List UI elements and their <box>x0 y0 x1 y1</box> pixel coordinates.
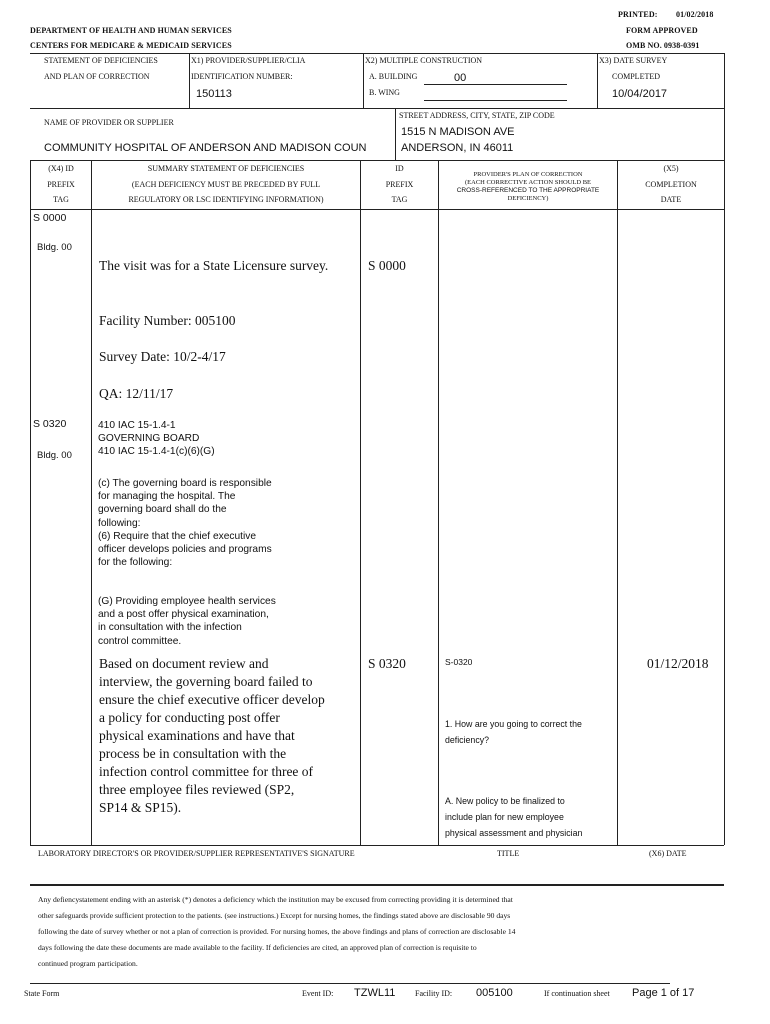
plan-question <box>445 716 615 748</box>
date-survey-value: 10/04/2017 <box>612 88 668 100</box>
col-completion-1: (X5) <box>663 164 679 173</box>
col-summary-3: REGULATORY OR LSC IDENTIFYING INFORMATION) <box>128 195 324 204</box>
city-state-zip: ANDERSON, IN 46011 <box>401 142 514 154</box>
finding-line: three employee files reviewed (SP2, <box>99 782 295 797</box>
col-completion-3: DATE <box>660 195 682 204</box>
event-id-value: TZWL11 <box>354 987 396 999</box>
state-form-label: State Form <box>24 989 60 998</box>
finding-line: physical examinations and have that <box>99 728 295 743</box>
rule <box>30 108 724 109</box>
note-line: Any defiencystatement ending with an asterisk (*) denotes a deficiency which the institution may be excused from correcting providing it is determined that <box>38 895 513 904</box>
building-value: 00 <box>454 72 467 84</box>
gb-line: governing board shall do the <box>98 504 227 516</box>
finding-line: Based on document review and <box>99 656 269 671</box>
regulation-line1: 410 IAC 15-1.4-1 <box>98 420 176 431</box>
omb-number: OMB NO. 0938-0391 <box>626 41 700 50</box>
event-id-label: Event ID: <box>302 989 334 998</box>
gb-line: for managing the hospital. The <box>98 491 236 503</box>
rule <box>360 160 361 845</box>
wing-underline <box>424 100 567 101</box>
provider-id-value: 150113 <box>196 88 232 100</box>
note-line: other safeguards provide sufficient protection to the patients. (see instructions.) Except for nursing homes, the findings stated above are disclosable 90 days <box>38 911 511 920</box>
completion-date: 01/12/2018 <box>647 656 709 671</box>
plan-question-line: 1. How are you going to correct the <box>445 719 582 729</box>
gb-line: (c) The governing board is responsible <box>98 478 272 489</box>
plan-tag: S-0320 <box>445 657 473 667</box>
bldg-2: Bldg. 00 <box>37 450 72 461</box>
finding-line: a policy for conducting post offer <box>99 710 280 725</box>
rule <box>30 160 724 161</box>
rule <box>724 160 725 845</box>
note-line: days following the date these documents are made available to the facility. If deficiencies are cited, an approved plan of correction is requisite to <box>38 943 477 952</box>
eh-line: (G) Providing employee health services <box>98 596 276 607</box>
building-label: A. BUILDING <box>369 72 418 81</box>
tag-s0000: S 0000 <box>33 212 67 224</box>
col-prefix-1: ID <box>395 164 404 173</box>
col-prefix-2: PREFIX <box>385 180 414 189</box>
plan-answer <box>445 793 615 841</box>
employee-health-text <box>98 595 354 648</box>
tag-s0320: S 0320 <box>33 418 67 430</box>
rule <box>189 53 190 108</box>
statement-label-2: AND PLAN OF CORRECTION <box>44 72 150 81</box>
gb-line: following: <box>98 517 141 529</box>
visit-statement: The visit was for a State Licensure survey. <box>99 258 329 273</box>
date-survey-label-1: X3) DATE SURVEY <box>599 56 668 65</box>
col-prefix-3: TAG <box>391 195 408 204</box>
address-label: STREET ADDRESS, CITY, STATE, ZIP CODE <box>399 111 555 120</box>
printed-label: PRINTED: <box>618 10 658 19</box>
col-id-prefix-2: PREFIX <box>47 180 75 189</box>
note-line: continued program participation. <box>38 959 138 968</box>
col-id-prefix-1: (X4) ID <box>48 164 74 173</box>
eh-line: in consultation with the infection <box>98 622 242 634</box>
building-underline <box>424 84 567 85</box>
bldg-1: Bldg. 00 <box>37 242 72 253</box>
rule <box>724 53 725 108</box>
finding-line: ensure the chief executive officer develop <box>99 692 325 707</box>
survey-date: Survey Date: 10/2-4/17 <box>99 349 226 364</box>
continuation-label: If continuation sheet <box>544 989 610 998</box>
provider-name-label: NAME OF PROVIDER OR SUPPLIER <box>44 118 174 127</box>
finding-line: interview, the governing board failed to <box>99 674 313 689</box>
facility-id-value: 005100 <box>476 987 513 999</box>
rule <box>30 209 724 210</box>
statement-label-1: STATEMENT OF DEFICIENCIES <box>44 56 158 65</box>
plan-header-line4: DEFICIENCY) <box>507 195 549 202</box>
eh-line: control committee. <box>98 635 182 647</box>
gb-line: (6) Require that the chief executive <box>98 530 256 542</box>
col-summary-2: (EACH DEFICIENCY MUST BE PRECEDED BY FULL <box>131 180 321 189</box>
rule <box>617 160 618 845</box>
facility-id-label: Facility ID: <box>415 989 453 998</box>
plan-answer-line: include plan for new employee <box>445 812 564 822</box>
facility-number: Facility Number: 005100 <box>99 313 236 328</box>
qa-date: QA: 12/11/17 <box>99 386 174 401</box>
rule <box>30 160 31 845</box>
prefix-tag-s0000: S 0000 <box>368 258 406 273</box>
rule <box>30 884 724 886</box>
col-plan-header <box>440 171 616 203</box>
wing-label: B. WING <box>369 88 400 97</box>
finding-line: process be in consultation with the <box>99 746 287 761</box>
rule <box>724 108 725 160</box>
regulation-line2: GOVERNING BOARD <box>98 433 200 445</box>
department-name: DEPARTMENT OF HEALTH AND HUMAN SERVICES <box>30 26 232 35</box>
eh-line: and a post offer physical examination, <box>98 609 269 621</box>
title-label: TITLE <box>497 849 520 858</box>
form-approved: FORM APPROVED <box>626 26 698 35</box>
rule <box>597 53 598 108</box>
centers-name: CENTERS FOR MEDICARE & MEDICAID SERVICES <box>30 41 232 50</box>
deficiency-note <box>38 892 718 972</box>
gb-line: for the following: <box>98 557 173 569</box>
provider-id-label-2: IDENTIFICATION NUMBER: <box>191 72 293 81</box>
plan-question-line: deficiency? <box>445 735 490 745</box>
governing-board-text <box>98 477 354 569</box>
rule <box>91 160 92 845</box>
rule <box>30 983 670 984</box>
rule <box>363 53 364 108</box>
printed-date: 01/02/2018 <box>676 10 714 19</box>
plan-header-line1: PROVIDER'S PLAN OF CORRECTION <box>473 171 583 178</box>
prefix-tag-s0320: S 0320 <box>368 656 406 671</box>
finding-line: SP14 & SP15). <box>99 800 182 815</box>
multiple-construction-label: X2) MULTIPLE CONSTRUCTION <box>365 56 483 65</box>
signature-label: LABORATORY DIRECTOR'S OR PROVIDER/SUPPLIER REPRESENTATIVE'S SIGNATURE <box>38 849 355 858</box>
col-completion-2: COMPLETION <box>645 180 697 189</box>
page-number: Page 1 of 17 <box>632 987 695 999</box>
rule <box>30 53 724 54</box>
finding-line: infection control committee for three of <box>99 764 314 779</box>
regulation-block <box>98 419 354 459</box>
col-summary-1: SUMMARY STATEMENT OF DEFICIENCIES <box>147 164 305 173</box>
date-survey-label-2: COMPLETED <box>612 72 660 81</box>
finding-text <box>99 655 355 817</box>
x6-date-label: (X6) DATE <box>649 849 687 858</box>
plan-header-line2: (EACH CORRECTIVE ACTION SHOULD BE <box>464 179 592 186</box>
provider-id-label-1: X1) PROVIDER/SUPPLIER/CLIA <box>191 56 306 65</box>
gb-line: officer develops policies and programs <box>98 544 272 556</box>
provider-name-value: COMMUNITY HOSPITAL OF ANDERSON AND MADISON COUN <box>44 142 367 154</box>
plan-answer-line: physical assessment and physician <box>445 828 583 838</box>
regulation-line3: 410 IAC 15-1.4-1(c)(6)(G) <box>98 446 215 458</box>
col-id-prefix-3: TAG <box>53 195 69 204</box>
rule <box>30 845 724 846</box>
rule <box>395 108 396 160</box>
plan-answer-line: A. New policy to be finalized to <box>445 796 565 806</box>
rule <box>438 160 439 845</box>
plan-header-line3: CROSS-REFERENCED TO THE APPROPRIATE <box>456 187 600 194</box>
street-address: 1515 N MADISON AVE <box>401 126 515 138</box>
note-line: following the date of survey whether or not a plan of correction is provided. For nursing homes, the above findings and plans of correction are disclosable 14 <box>38 927 516 936</box>
